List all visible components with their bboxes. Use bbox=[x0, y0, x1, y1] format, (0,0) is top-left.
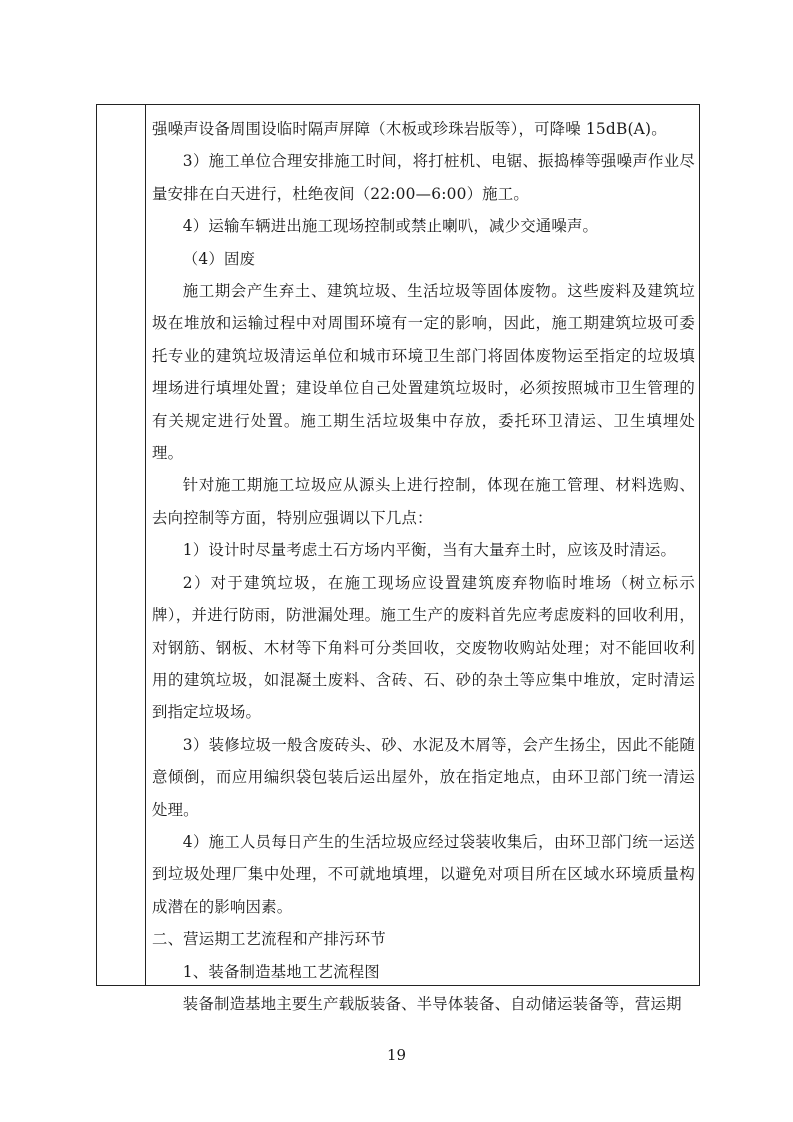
paragraph: 施工期会产生弃土、建筑垃圾、生活垃圾等固体废物。这些废料及建筑垃圾在堆放和运输过程中对周围环境有一定的影响，因此，施工期建筑垃圾可委托专业的建筑垃圾清运单位和城市环境卫生部门将固体废物运至指定的垃圾填埋场进行填埋处置；建设单位自己处置建筑垃圾时，必须按照城市卫生管理的有关规定进行处置。施工期生活垃圾集中存放，委托环卫清运、卫生填埋处理。 bbox=[152, 282, 695, 463]
paragraph: 装备制造基地主要生产载版装备、半导体装备、自动储运装备等，营运期 bbox=[182, 994, 682, 1013]
paragraph: 1）设计时尽量考虑土石方场内平衡，当有大量弃土时，应该及时清运。 bbox=[182, 541, 677, 560]
document-table bbox=[96, 104, 700, 1013]
paragraph: 4）运输车辆进出施工现场控制或禁止喇叭，减少交通噪声。 bbox=[182, 217, 599, 236]
table-content-cell bbox=[146, 105, 701, 1013]
page-number: 19 bbox=[386, 1046, 407, 1064]
paragraph: 2）对于建筑垃圾，在施工现场应设置建筑废弃物临时堆场（树立标示牌），并进行防雨，防泄漏处理。施工生产的废料首先应考虑废料的回收利用，对钢筋、钢板、木材等下角料可分类回收，交废物收购站处理；对不能回收利用的建筑垃圾，如混凝土废料、含砖、石、砂的杂土等应集中堆放，定时清运到指定垃圾场。 bbox=[152, 573, 695, 722]
paragraph: 4）施工人员每日产生的生活垃圾应经过袋装收集后，由环卫部门统一运送到垃圾处理厂集中处理，不可就地填埋，以避免对项目所在区域水环境质量构成潜在的影响因素。 bbox=[152, 832, 695, 916]
paragraph: 针对施工期施工垃圾应从源头上进行控制，体现在施工管理、材料选购、去向控制等方面，特别应强调以下几点： bbox=[152, 476, 695, 527]
table-left-column bbox=[97, 105, 146, 985]
subsection-heading: 1、装备制造基地工艺流程图 bbox=[182, 962, 380, 981]
paragraph: 3）装修垃圾一般含废砖头、砂、水泥及木屑等，会产生扬尘，因此不能随意倾倒，而应用编织袋包装后运出屋外，放在指定地点，由环卫部门统一清运处理。 bbox=[152, 735, 695, 819]
paragraph: 强噪声设备周围设临时隔声屏障（木板或珍珠岩版等），可降噪 15dB(A)。 bbox=[152, 120, 667, 138]
section-heading: 二、营运期工艺流程和产排污环节 bbox=[152, 930, 386, 949]
paragraph: 3）施工单位合理安排施工时间，将打桩机、电锯、振捣棒等强噪声作业尽量安排在白天进行，杜绝夜间（22:00—6:00）施工。 bbox=[152, 152, 695, 203]
section-heading: （4）固废 bbox=[182, 249, 256, 268]
